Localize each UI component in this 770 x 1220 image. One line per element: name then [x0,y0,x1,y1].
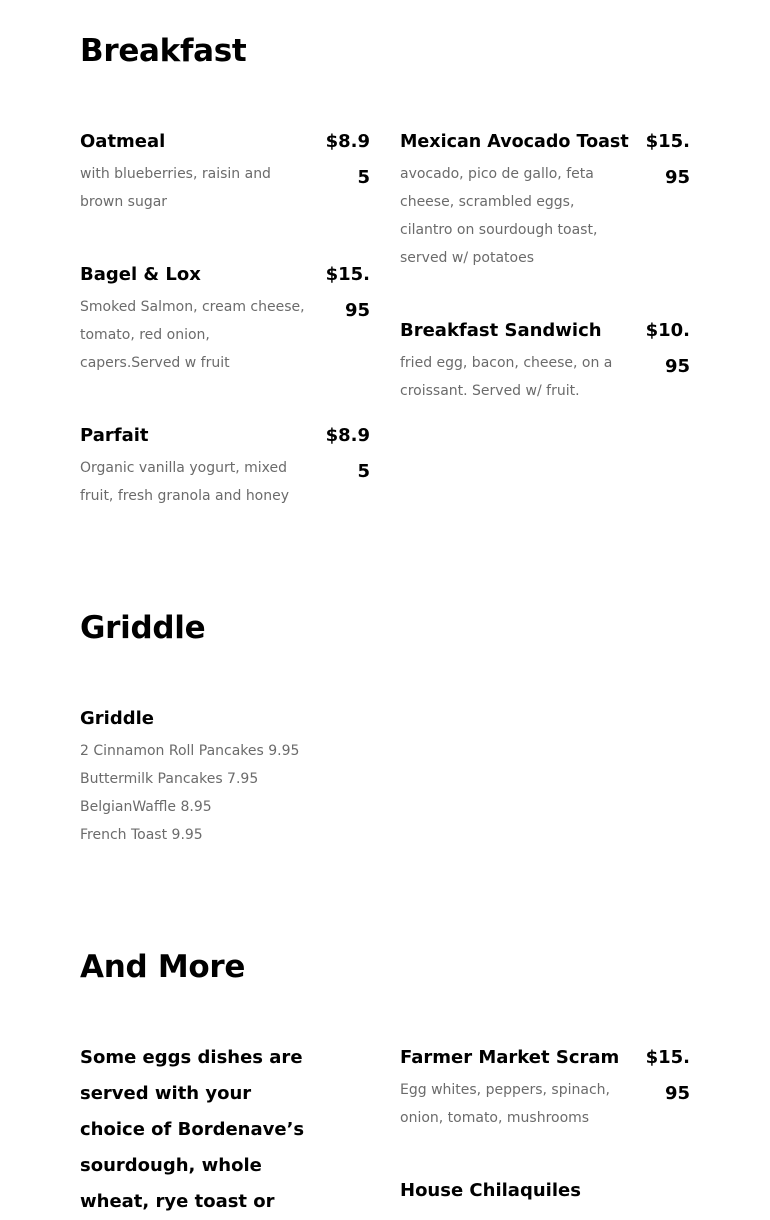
menu-item-breakfast-sandwich [400,313,690,413]
menu-item-name: Breakfast Sandwich [400,320,602,341]
menu-item-bagel-lox [80,257,370,387]
section-title-and-more: And More [80,949,246,985]
menu-item-name: Oatmeal [80,131,166,152]
menu-item-price: $15.95 [645,131,690,188]
menu-item-name: Griddle [80,708,154,729]
section-title-breakfast: Breakfast [80,33,247,69]
griddle-line: 2 Cinnamon Roll Pancakes 9.95 [80,743,300,759]
menu-item-griddle [80,701,370,861]
menu-item-description [80,737,340,849]
bread-choice-note: Some eggs dishes are served with your choice of Bordenave’s sourdough, whole wheat, rye toast or [80,1047,305,1212]
menu-item-oatmeal [80,124,370,224]
griddle-line: Buttermilk Pancakes 7.95 [80,771,259,787]
menu-item-name: House Chilaquiles [400,1180,581,1201]
menu-item-price: $8.95 [325,131,370,188]
menu-item-parfait [80,418,370,518]
menu-item-name: Bagel & Lox [80,264,201,285]
griddle-line: BelgianWaffle 8.95 [80,799,212,815]
menu-item-mexican-avocado-toast [400,124,690,274]
menu-item-description: Smoked Salmon, cream cheese, tomato, red onion, capers.Served w fruit [80,299,305,371]
griddle-line: French Toast 9.95 [80,827,203,843]
menu-item-description: Egg whites, peppers, spinach, onion, tomato, mushrooms [400,1082,610,1126]
menu-item-house-chilaquiles [400,1173,690,1214]
menu-item-farmer-market-scram [400,1040,690,1140]
menu-item-price: $10.95 [645,320,690,377]
menu-item-description: Organic vanilla yogurt, mixed fruit, fresh granola and honey [80,460,290,504]
menu-item-name: Farmer Market Scram [400,1047,620,1068]
menu-item-price: $8.95 [325,425,370,482]
menu-item-name: Mexican Avocado Toast [400,132,629,152]
section-title-griddle: Griddle [80,610,206,646]
menu-item-description: with blueberries, raisin and brown sugar [80,166,271,210]
menu-item-name: Parfait [80,425,149,446]
menu-item-description: avocado, pico de gallo, feta cheese, scrambled eggs, cilantro on sourdough toast, served w/ potatoes [400,166,598,266]
menu-item-price: $15.95 [325,264,370,321]
menu-item-price: $15.95 [645,1047,690,1104]
menu-item-description: fried egg, bacon, cheese, on a croissant. Served w/ fruit. [400,355,613,399]
